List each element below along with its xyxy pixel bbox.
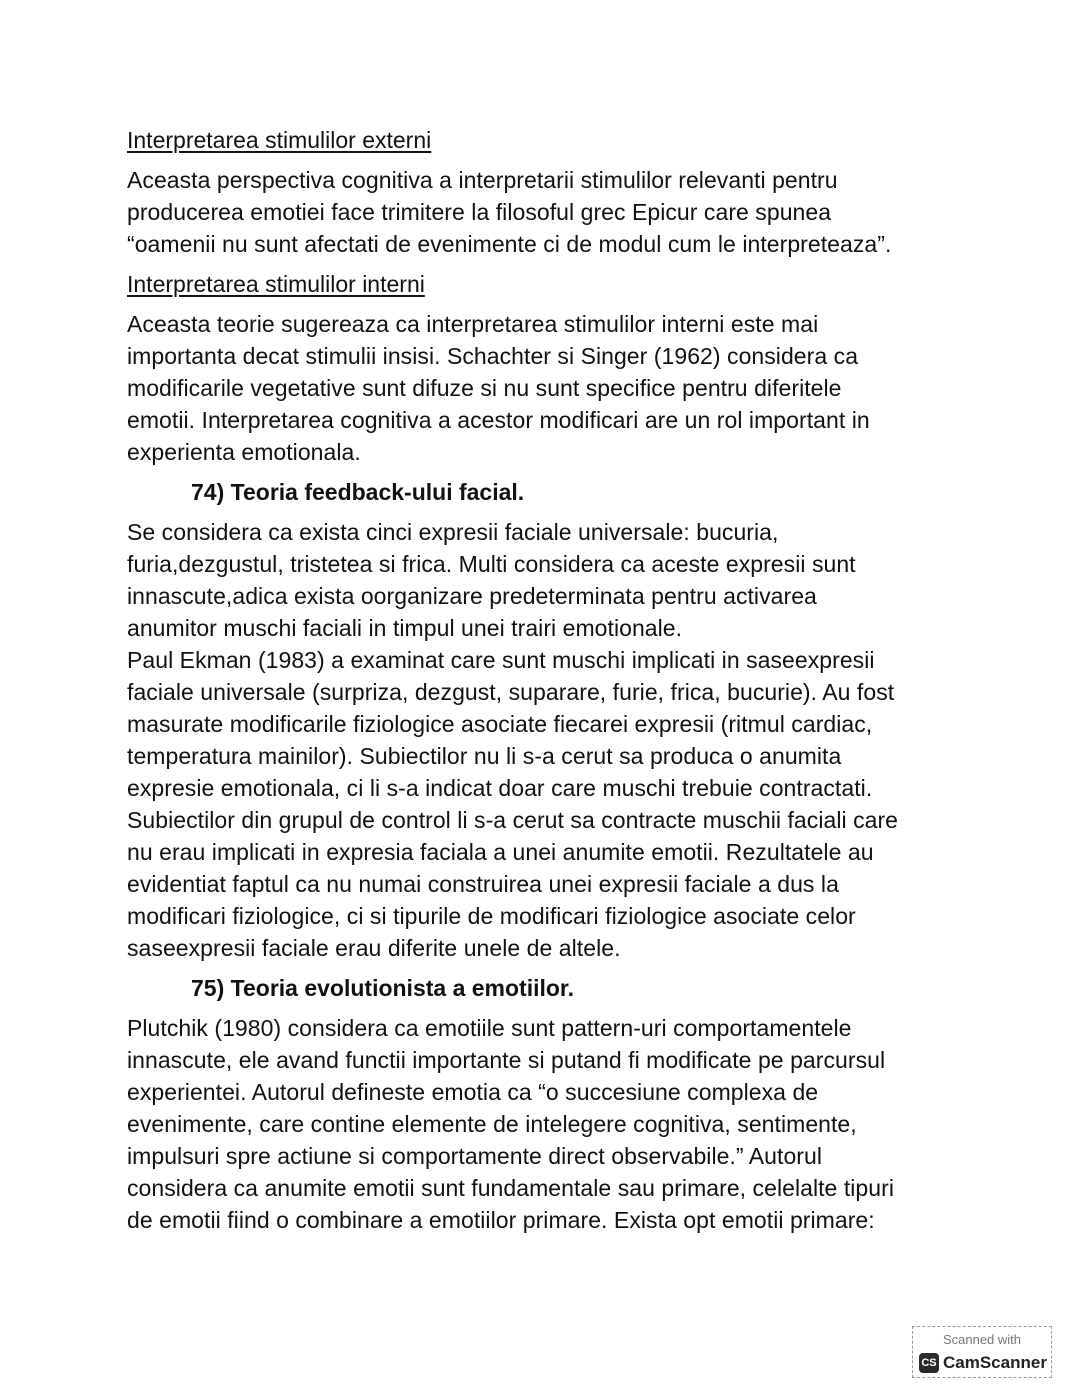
paragraph-interni <box>127 308 967 468</box>
text-line: innascute,adica exista oorganizare predeterminata pentru activarea <box>127 583 817 609</box>
text-line: nu erau implicati in expresia faciala a unei anumite emotii. Rezultatele au <box>127 839 874 865</box>
text-line: temperatura mainilor). Subiectilor nu li s-a cerut sa produca o anumita <box>127 743 842 769</box>
text-line: Paul Ekman (1983) a examinat care sunt muschi implicati in saseexpresii <box>127 647 875 673</box>
text-line: saseexpresii faciale erau diferite unele de altele. <box>127 935 621 961</box>
text-line: modificarile vegetative sunt difuze si nu sunt specifice pentru diferitele <box>127 375 842 401</box>
text-line: experientei. Autorul defineste emotia ca “o succesiune complexa de <box>127 1079 819 1105</box>
text-line: Aceasta perspectiva cognitiva a interpretarii stimulilor relevanti pentru <box>127 167 838 193</box>
text-line: importanta decat stimulii insisi. Schachter si Singer (1962) considera ca <box>127 343 859 369</box>
paragraph-74 <box>127 516 967 964</box>
text-line: expresie emotionala, ci li s-a indicat doar care muschi trebuie contractati. <box>127 775 873 801</box>
text-line: “oamenii nu sunt afectati de evenimente ci de modul cum le interpreteaza”. <box>127 231 892 257</box>
text-line: furia,dezgustul, tristetea si frica. Multi considera ca aceste expresii sunt <box>127 551 856 577</box>
text-line: evidentiat faptul ca nu numai construirea unei expresii faciale a dus la <box>127 871 839 897</box>
text-line: Se considera ca exista cinci expresii faciale universale: bucuria, <box>127 519 779 545</box>
heading-74: 74) Teoria feedback-ului facial. <box>191 479 525 505</box>
text-line: masurate modificarile fiziologice asociate fiecarei expresii (ritmul cardiac, <box>127 711 873 737</box>
section-title-externi: Interpretarea stimulilor externi <box>127 127 432 153</box>
heading-75: 75) Teoria evolutionista a emotiilor. <box>191 975 575 1001</box>
text-line: impulsuri spre actiune si comportamente direct observabile.” Autorul <box>127 1143 822 1169</box>
text-line: de emotii fiind o combinare a emotiilor primare. Exista opt emotii primare: <box>127 1207 875 1233</box>
document-page <box>127 124 967 1244</box>
text-line: faciale universale (surpriza, dezgust, suparare, furie, frica, bucurie). Au fost <box>127 679 895 705</box>
paragraph-75 <box>127 1012 967 1236</box>
text-line: modificari fiziologice, ci si tipurile de modificari fiziologice asociate celor <box>127 903 856 929</box>
text-line: anumitor muschi faciali in timpul unei trairi emotionale. <box>127 615 683 641</box>
paragraph-externi <box>127 164 967 260</box>
section-title-interni: Interpretarea stimulilor interni <box>127 271 425 297</box>
text-line: evenimente, care contine elemente de intelegere cognitiva, sentimente, <box>127 1111 857 1137</box>
camscanner-brand: CamScanner <box>943 1353 1047 1372</box>
text-line: Subiectilor din grupul de control li s-a cerut sa contracte muschii faciali care <box>127 807 899 833</box>
text-line: producerea emotiei face trimitere la filosoful grec Epicur care spunea <box>127 199 832 225</box>
text-line: emotii. Interpretarea cognitiva a acestor modificari are un rol important in <box>127 407 870 433</box>
text-line: Aceasta teorie sugereaza ca interpretarea stimulilor interni este mai <box>127 311 819 337</box>
text-line: experienta emotionala. <box>127 439 361 465</box>
scanned-with-label: Scanned with <box>942 1332 1022 1347</box>
camscanner-logo-icon: CS <box>919 1353 939 1373</box>
text-line: Plutchik (1980) considera ca emotiile sunt pattern-uri comportamentele <box>127 1015 852 1041</box>
camscanner-watermark <box>912 1326 1052 1378</box>
text-line: considera ca anumite emotii sunt fundamentale sau primare, celelalte tipuri <box>127 1175 894 1201</box>
text-line: innascute, ele avand functii importante si putand fi modificate pe parcursul <box>127 1047 886 1073</box>
